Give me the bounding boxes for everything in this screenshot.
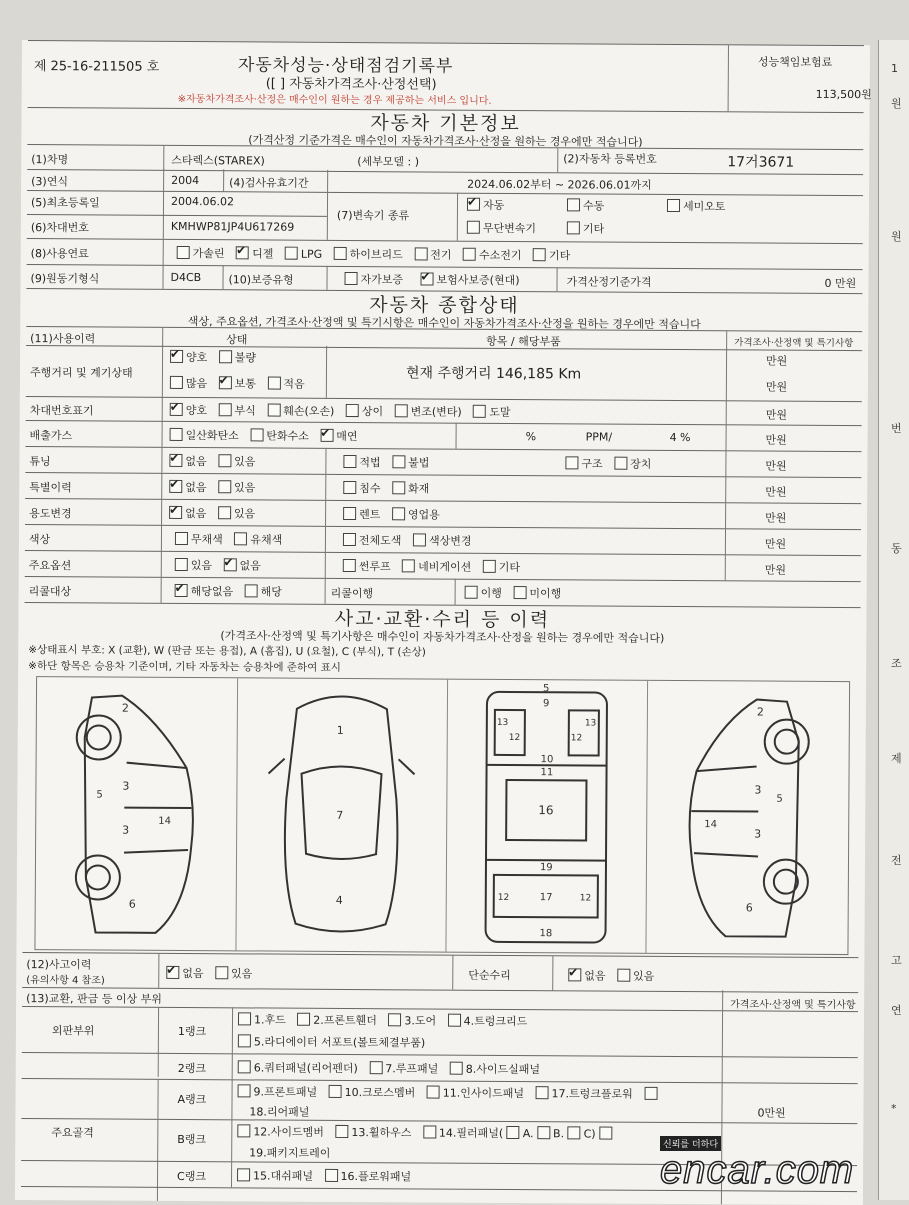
- first-reg-value: 2004.06.02: [171, 195, 234, 208]
- car-left-view: [35, 677, 238, 950]
- trans-manual[interactable]: 수동: [567, 197, 604, 213]
- checkbox-icon: [465, 586, 478, 599]
- checkbox-icon[interactable]: [599, 1127, 612, 1140]
- mileage-low[interactable]: 적음: [267, 378, 304, 391]
- checkbox-icon: [346, 404, 359, 417]
- edge-text: 1: [891, 62, 898, 75]
- rank1-label: 1랭크: [178, 1023, 206, 1039]
- edge-text: 조: [891, 655, 902, 671]
- part-number: 1: [337, 724, 344, 737]
- checkbox-icon: [421, 272, 434, 285]
- part-number: 12: [571, 733, 583, 743]
- mileage-row: [26, 344, 862, 402]
- emission-co[interactable]: 일산화탄소: [170, 429, 239, 442]
- inspect-value: 2024.06.02부터 ~ 2026.06.01까지: [467, 176, 652, 193]
- color-chromatic[interactable]: 유채색: [234, 533, 282, 546]
- checkbox-icon: [169, 480, 182, 493]
- special-label: 특별이력: [29, 479, 72, 495]
- car-underside-view: [445, 680, 648, 953]
- accident-none[interactable]: ✔없음: [166, 967, 203, 980]
- fuel-other[interactable]: 기타: [533, 249, 570, 262]
- emission-ppm: PPM/: [586, 430, 613, 443]
- vehicle-diagram: [34, 676, 850, 955]
- color-full-paint[interactable]: 전체도색: [343, 534, 402, 547]
- fuel-electric[interactable]: 전기: [414, 248, 451, 261]
- part-number: 19: [540, 862, 553, 873]
- tuning-label: 튜닝: [29, 453, 50, 469]
- first-reg-label: (5)최초등록일: [31, 194, 100, 210]
- part-number: 9: [543, 698, 549, 709]
- checkbox-icon: [402, 559, 415, 572]
- checkbox-icon: [537, 1126, 550, 1139]
- options-unit: 만원: [765, 562, 786, 578]
- part-number: 6: [746, 901, 753, 914]
- simple-none[interactable]: ✔ 없음: [568, 969, 605, 982]
- emission-smoke-value: 4 %: [670, 431, 691, 444]
- rankA-label: A랭크: [177, 1091, 206, 1107]
- basic-info-note: (가격산정 기준가격은 매수인이 자동차가격조사·산정을 원하는 경우에만 적습니다): [21, 130, 869, 151]
- reg-value: 17거3671: [727, 151, 794, 171]
- checkbox-icon: [568, 968, 581, 981]
- checkbox-icon: [392, 481, 405, 494]
- options-sunroof[interactable]: 썬루프: [343, 560, 391, 573]
- usage-unit: 만원: [765, 510, 786, 526]
- checkbox-icon: [170, 403, 183, 416]
- year-label: (3)연식: [31, 173, 68, 189]
- emission-unit: 만원: [766, 432, 787, 448]
- price-value: 0 만원: [824, 275, 856, 291]
- color-unit: 만원: [765, 536, 786, 552]
- checkbox-icon: [467, 198, 480, 211]
- state-col-label: 상태: [226, 331, 247, 347]
- exchange-price-col: 가격조사·산정액 및 특기사항: [730, 995, 856, 1011]
- watermark-logo: encar.com: [660, 1148, 854, 1193]
- checkbox-icon: [170, 428, 183, 441]
- options-yes[interactable]: 있음: [175, 559, 212, 572]
- part-number: 4: [336, 894, 343, 907]
- vin-unit: 만원: [766, 407, 787, 423]
- checkbox-icon: [237, 1168, 250, 1181]
- pillar-c[interactable]: C): [568, 1127, 596, 1140]
- outer-panel-label: 외판부위: [52, 1022, 95, 1038]
- part-number: 2: [122, 702, 129, 715]
- header-row: [28, 40, 864, 113]
- warranty-insurer[interactable]: ✔ 보험사보증(현대): [420, 271, 519, 288]
- checkbox-icon: [224, 558, 237, 571]
- checkbox-icon: [175, 558, 188, 571]
- recall-not-done[interactable]: 미이행: [513, 587, 561, 600]
- trans-other[interactable]: 기타: [567, 220, 604, 236]
- edge-text: 동: [891, 540, 902, 556]
- checkbox-icon: [250, 428, 263, 441]
- accident-history-sub: (유의사항 4 참조): [26, 971, 105, 986]
- vin-painted[interactable]: 도말: [473, 406, 510, 419]
- tuning-illegal[interactable]: 불법: [392, 456, 429, 469]
- watermark-tagline: 신뢰를 더하다: [660, 1136, 721, 1151]
- inspect-label: (4)검사유효기간: [229, 174, 308, 190]
- price-label: 가격산정기준가격: [566, 273, 651, 290]
- rankB-label: B랭크: [177, 1131, 206, 1147]
- part-number: 12: [498, 893, 510, 903]
- emission-smoke[interactable]: ✔ 매연: [320, 430, 357, 443]
- emission-label: 배출가스: [30, 427, 73, 443]
- checkbox-icon: [392, 507, 405, 520]
- usage-col-label: (11)사용이력: [30, 330, 95, 346]
- item-col-label: 항목 / 해당부품: [486, 333, 561, 349]
- fuel-options: [177, 245, 579, 263]
- basic-info-title: 자동차 기본정보: [21, 106, 869, 138]
- simple-repair-label: 단순수리: [468, 967, 511, 983]
- checkbox-icon: [218, 403, 231, 416]
- part-inside-panel[interactable]: 11.인사이드패널: [427, 1086, 524, 1100]
- recall-yes[interactable]: 해당: [245, 585, 282, 598]
- part-side-sill[interactable]: 8.사이드실패널: [450, 1063, 540, 1077]
- checkbox-icon: [218, 506, 231, 519]
- usage-change-label: 용도변경: [29, 505, 72, 521]
- options-label: 주요옵션: [29, 557, 72, 573]
- edge-text: 번: [891, 420, 902, 436]
- checkbox-icon: [536, 1086, 549, 1099]
- part-number: 3: [754, 827, 761, 840]
- edge-text: *: [891, 1102, 897, 1115]
- inspection-sheet: [15, 40, 870, 1205]
- overall-title: 자동차 종합상태: [20, 288, 868, 320]
- checkbox-icon: [473, 405, 486, 418]
- trans-label: (7)변속기 종류: [337, 207, 409, 223]
- checkbox-icon: [395, 404, 408, 417]
- color-change[interactable]: 색상변경: [413, 534, 472, 547]
- checkbox-icon: [448, 1014, 461, 1027]
- edge-text: 전: [891, 852, 902, 868]
- part-package-tray[interactable]: 19.패키지트레이: [249, 1144, 330, 1160]
- checkbox-icon: [617, 969, 630, 982]
- recall-done-label: 리콜이행: [331, 585, 374, 601]
- part-number: 17: [540, 892, 553, 903]
- vin-mark-label: 차대번호표기: [30, 402, 94, 418]
- accident-title: 사고·교환·수리 등 이력: [18, 602, 866, 634]
- accident-yes[interactable]: 있음: [215, 967, 252, 980]
- checkbox-icon: [245, 584, 258, 597]
- checkbox-icon: [325, 1169, 338, 1182]
- checkbox-icon: [320, 429, 333, 442]
- vin-good[interactable]: ✔ 양호: [170, 404, 207, 417]
- insurance-label: 성능책임보험료: [758, 53, 832, 69]
- part-number: 13: [497, 718, 509, 728]
- insurance-value: 113,500원: [816, 86, 872, 102]
- vin-mismatch[interactable]: 상이: [346, 405, 383, 418]
- checkbox-icon: [177, 246, 190, 259]
- part-number: 5: [776, 794, 782, 805]
- recall-done[interactable]: 이행: [465, 587, 502, 600]
- part-number: 18: [540, 928, 553, 939]
- mileage-unit: 만원: [766, 353, 787, 369]
- part-number: 3: [754, 783, 761, 796]
- tuning-unit: 만원: [765, 458, 786, 474]
- car-top-view: [235, 678, 448, 951]
- usage-none[interactable]: ✔ 없음: [169, 507, 206, 520]
- part-number: 5: [543, 683, 549, 694]
- checkbox-icon: [414, 247, 427, 260]
- part-quarter-panel[interactable]: 6.쿼터패널(리어펜더): [238, 1061, 358, 1075]
- options-other[interactable]: 기타: [483, 561, 520, 574]
- document-title: 자동차성능·상태점검기록부: [238, 50, 454, 76]
- part-number: 14: [704, 819, 717, 830]
- part-rear-panel[interactable]: 18.리어패널: [249, 1103, 309, 1119]
- trans-cvt[interactable]: 무단변속기: [467, 220, 536, 236]
- accident-history-label: (12)사고이력: [26, 956, 91, 972]
- special-flood[interactable]: 침수: [343, 482, 380, 495]
- checkbox-icon: [170, 376, 183, 389]
- part-door[interactable]: 3.도어: [388, 1014, 436, 1027]
- checkbox-icon: [567, 221, 580, 234]
- part-number: 2: [757, 706, 764, 719]
- checkbox-icon: [218, 454, 231, 467]
- main-frame-label: 주요골격: [51, 1124, 94, 1140]
- checkbox-icon: [343, 481, 356, 494]
- checkbox-icon: [450, 1062, 463, 1075]
- special-unit: 만원: [765, 484, 786, 500]
- engine-value: D4CB: [171, 271, 202, 284]
- mileage-normal[interactable]: ✔ 보통: [219, 377, 256, 390]
- accident-note: (가격조사·산정액 및 특기사항은 매수인이 자동차가격조사·산정을 원하는 경우에만 적습니다): [18, 626, 866, 647]
- edge-text: 제: [891, 750, 902, 766]
- part-trunk-lid[interactable]: 4.트렁크리드: [448, 1015, 528, 1028]
- exchange-label: (13)교환, 판금 등 이상 부위: [26, 990, 162, 1007]
- special-none[interactable]: ✔ 없음: [169, 481, 206, 494]
- checkbox-icon: [175, 584, 188, 597]
- vin-altered[interactable]: 변조(변타): [395, 405, 462, 418]
- part-trunk-floor[interactable]: 17.트렁크플로워: [536, 1087, 633, 1101]
- name-value: 스타렉스(STAREX): [171, 152, 265, 169]
- recall-label: 리콜대상: [29, 583, 72, 599]
- color-achromatic[interactable]: 무채색: [175, 533, 223, 546]
- part-wheel-house[interactable]: 13.휠하우스: [335, 1126, 411, 1139]
- checkbox-icon: [343, 533, 356, 546]
- checkbox-icon: [483, 560, 496, 573]
- checkbox-icon: [170, 350, 183, 363]
- vin-label: (6)차대번호: [31, 219, 89, 235]
- part-hood[interactable]: 1.후드: [238, 1013, 286, 1026]
- fuel-hybrid[interactable]: 하이브리드: [334, 248, 403, 261]
- reg-label: (2)자동차 등록번호: [563, 150, 657, 167]
- warranty-label: (10)보증유형: [228, 271, 293, 287]
- part-pillar-panel[interactable]: 14.필러패널(: [423, 1126, 503, 1139]
- special-fire[interactable]: 화재: [392, 482, 429, 495]
- checkbox-icon: [166, 966, 179, 979]
- mileage-detail: 현재 주행거리 146,185 Km: [406, 362, 581, 383]
- checkbox-icon: [267, 377, 280, 390]
- fuel-lpg[interactable]: LPG: [285, 248, 322, 261]
- car-right-view: [645, 681, 849, 954]
- part-number: 6: [129, 898, 136, 911]
- checkbox-icon[interactable]: [644, 1087, 657, 1100]
- checkbox-icon: [568, 1126, 581, 1139]
- checkbox-icon: [413, 533, 426, 546]
- checkbox-icon: [513, 586, 526, 599]
- part-side-member[interactable]: 12.사이드멤버: [237, 1125, 324, 1139]
- part-number: 11: [541, 767, 554, 778]
- options-none[interactable]: ✔ 없음: [224, 559, 261, 572]
- options-navigation[interactable]: 네비게이션: [402, 560, 471, 573]
- fuel-label: (8)사용연료: [31, 245, 89, 261]
- checkbox-icon: [567, 198, 580, 211]
- part-dash-panel[interactable]: 15.대쉬패널: [237, 1169, 313, 1182]
- checkbox-icon: [343, 559, 356, 572]
- checkbox-icon: [238, 1084, 251, 1097]
- checkbox-icon: [237, 1124, 250, 1137]
- fuel-hydrogen[interactable]: 수소전기: [463, 249, 522, 262]
- pillar-b[interactable]: B.: [537, 1127, 564, 1140]
- checkbox-icon: [334, 247, 347, 260]
- checkbox-icon: [335, 1125, 348, 1138]
- part-number: 14: [158, 816, 171, 827]
- checkbox-icon: [238, 1012, 251, 1025]
- checkbox-icon: [614, 457, 627, 470]
- legend-note: ※하단 항목은 승용차 기준이며, 기타 자동차는 승용차에 준하여 표시: [28, 658, 341, 675]
- checkbox-icon: [219, 350, 232, 363]
- checkbox-icon: [285, 247, 298, 260]
- usage-yes[interactable]: 있음: [218, 507, 255, 520]
- checkbox-icon: [238, 1034, 251, 1047]
- edge-text: 고: [891, 952, 902, 968]
- checkbox-icon: [218, 480, 231, 493]
- overall-note: 색상, 주요옵션, 가격조사·산정액 및 특기시항은 매수인이 자동차가격조사·산정을 원하는 경우에만 적습니다: [20, 312, 868, 333]
- vin-corrosion[interactable]: 부식: [218, 404, 255, 417]
- emission-hc[interactable]: 탄화수소: [250, 429, 309, 442]
- tuning-yes[interactable]: 있음: [218, 455, 255, 468]
- part-front-panel[interactable]: 9.프론트패널: [238, 1085, 318, 1098]
- edge-text: 원: [891, 95, 902, 111]
- tuning-structure[interactable]: 구조: [565, 457, 602, 470]
- checkbox-icon: [565, 456, 578, 469]
- rankC-label: C랭크: [177, 1168, 206, 1184]
- document-number: 제 25-16-211505 호: [34, 55, 160, 75]
- usage-rent[interactable]: 렌트: [343, 508, 380, 521]
- price-col-label: 가격조사·산정액 및 특기사항: [734, 334, 853, 349]
- mileage-high[interactable]: 많음: [170, 377, 207, 390]
- recall-none[interactable]: ✔ 해당없음: [175, 585, 234, 598]
- edge-text: 연: [891, 1002, 902, 1018]
- edge-text: 원: [891, 228, 902, 244]
- part-number: 3: [122, 780, 129, 793]
- rank2-label: 2랭크: [178, 1060, 206, 1076]
- trans-auto[interactable]: ✔자동: [467, 197, 504, 213]
- document-subtitle: ([ ] 자동차가격조사·산정선택): [266, 72, 437, 92]
- rankA-row: [21, 1078, 857, 1124]
- encar-watermark: [660, 1134, 892, 1194]
- checkbox-icon: [463, 248, 476, 261]
- trans-semi[interactable]: 세미오토: [667, 198, 726, 214]
- tuning-device[interactable]: 장치: [614, 458, 651, 471]
- emission-pct: %: [526, 430, 537, 443]
- part-floor-panel[interactable]: 16.플로워패널: [325, 1170, 412, 1184]
- model-label: (세부모델 : ): [357, 153, 419, 169]
- part-radiator-support[interactable]: 5.라디에이터 서포트(볼트체결부품): [238, 1035, 425, 1049]
- checkbox-icon: [343, 507, 356, 520]
- special-yes[interactable]: 있음: [218, 481, 255, 494]
- part-number: 13: [585, 718, 597, 728]
- checkbox-icon: [267, 404, 280, 417]
- row-first-reg: [27, 190, 863, 244]
- checkbox-icon: [343, 455, 356, 468]
- mileage-unit: 만원: [766, 379, 787, 395]
- part-roof-panel[interactable]: 7.루프패널: [369, 1062, 438, 1075]
- part-number: 7: [336, 809, 343, 822]
- checkbox-icon: [236, 246, 249, 259]
- tuning-none[interactable]: ✔ 없음: [169, 455, 206, 468]
- adjacent-page-edge: [878, 40, 909, 1200]
- usage-commercial[interactable]: 영업용: [392, 508, 440, 521]
- legend-symbols: ※상태표시 부호: X (교환), W (판금 또는 용접), A (흠집), U (요철), C (부식), T (손상): [28, 642, 426, 659]
- frame-price: 0만원: [757, 1105, 785, 1121]
- checkbox-icon: [392, 455, 405, 468]
- checkbox-icon: [427, 1085, 440, 1098]
- year-value: 2004: [171, 174, 199, 187]
- part-number: 12: [509, 733, 521, 743]
- vin-damage[interactable]: 훼손(오손): [267, 405, 334, 418]
- checkbox-icon: [238, 1060, 251, 1073]
- part-number: 16: [538, 803, 553, 817]
- checkbox-icon: [467, 221, 480, 234]
- service-notice: ※자동차가격조사·산정은 매수인이 원하는 경우 제공하는 서비스 입니다.: [178, 90, 492, 107]
- checkbox-icon: [369, 1061, 382, 1074]
- checkbox-icon: [507, 1126, 520, 1139]
- checkbox-icon: [423, 1125, 436, 1138]
- color-label: 색상: [29, 531, 50, 547]
- checkbox-icon: [169, 506, 182, 519]
- part-cross-member[interactable]: 10.크로스멤버: [329, 1086, 416, 1100]
- rank1-row: [22, 1006, 858, 1058]
- checkbox-icon: [169, 454, 182, 467]
- checkbox-icon: [219, 376, 232, 389]
- pillar-a[interactable]: A.: [507, 1127, 534, 1140]
- tuning-legal[interactable]: 적법: [343, 456, 380, 469]
- checkbox-icon: [234, 532, 247, 545]
- name-label: (1)차명: [31, 151, 68, 167]
- checkbox-icon: [297, 1013, 310, 1026]
- part-front-fender[interactable]: 2.프론트휀더: [297, 1014, 377, 1027]
- checkbox-icon: [667, 199, 680, 212]
- checkbox-icon: [215, 966, 228, 979]
- checkbox-icon: [329, 1085, 342, 1098]
- mileage-bad[interactable]: 불량: [219, 351, 256, 364]
- mileage-good[interactable]: ✔양호: [170, 351, 207, 364]
- part-number: 10: [541, 754, 554, 765]
- checkbox-icon: [345, 272, 358, 285]
- mileage-label: 주행거리 및 계기상태: [30, 364, 133, 381]
- checkbox-icon: [388, 1013, 401, 1026]
- engine-label: (9)원동기형식: [30, 270, 99, 286]
- fuel-gasoline[interactable]: 가솔린: [177, 247, 225, 260]
- part-number: 5: [96, 789, 102, 800]
- checkbox-icon: [175, 532, 188, 545]
- vin-value: KMHWP81JP4U617269: [171, 220, 294, 234]
- simple-yes[interactable]: 있음: [617, 970, 654, 983]
- fuel-diesel[interactable]: ✔ 디젤: [236, 247, 273, 260]
- checkbox-icon: [533, 248, 546, 261]
- part-number: 12: [580, 893, 592, 903]
- warranty-self[interactable]: 자가보증: [344, 271, 403, 287]
- part-number: 3: [122, 824, 129, 837]
